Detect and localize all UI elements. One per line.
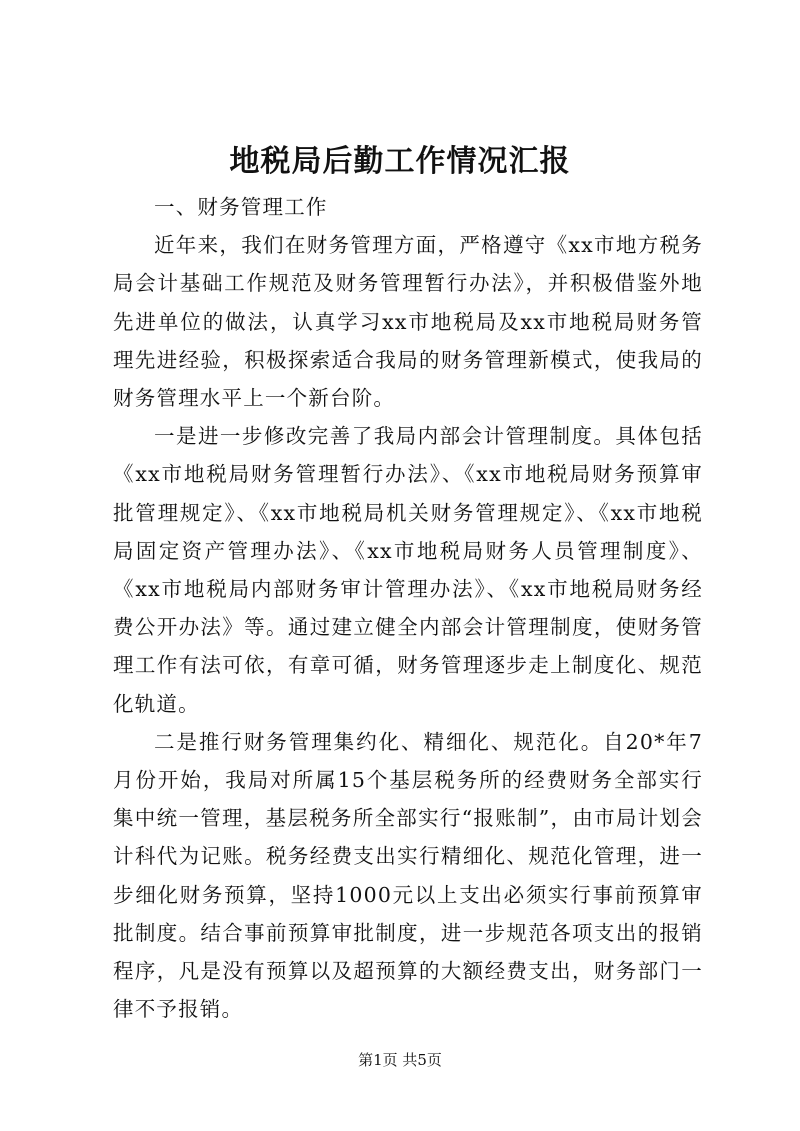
document-title: 地税局后勤工作情况汇报 [229,144,571,179]
page-number: 第1页 共5页 [358,1051,442,1069]
paragraph-point-two: 二是推行财务管理集约化、精细化、规范化。自20*年7月份开始，我局对所属15个基层税务所的经费财务全部实行集中统一管理，基层税务所全部实行“报账制”，由市局计划会计科代为记账。税务经费支出实行精细化、规范化管理，进一步细化财务预算，坚持1000元以上支出必须实行事前预算审批制度。结合事前预算审批制度，进一步规范各项支出的报销程序，凡是没有预算以及超预算的大额经费支出，财务部门一律不予报销。 [113,729,703,1022]
paragraph-point-one: 一是进一步修改完善了我局内部会计管理制度。具体包括《xx市地税局财务管理暂行办法》、《xx市地税局财务预算审批管理规定》、《xx市地税局机关财务管理规定》、《xx市地税局固定资产管理办法》、《xx市地税局财务人员管理制度》、《xx市地税局内部财务审计管理办法》、《xx市地税局财务经费公开办法》等。通过建立健全内部会计管理制度，使财务管理工作有法可依，有章可循，财务管理逐步走上制度化、规范化轨道。 [113,424,703,716]
document-body [113,188,703,1028]
section-heading-finance: 一、财务管理工作 [154,195,328,219]
paragraph-intro: 近年来，我们在财务管理方面，严格遵守《xx市地方税务局会计基础工作规范及财务管理暂行办法》，并积极借鉴外地先进单位的做法，认真学习xx市地税局及xx市地税局财务管理先进经验，积极探索适合我局的财务管理新模式，使我局的财务管理水平上一个新台阶。 [113,233,703,411]
